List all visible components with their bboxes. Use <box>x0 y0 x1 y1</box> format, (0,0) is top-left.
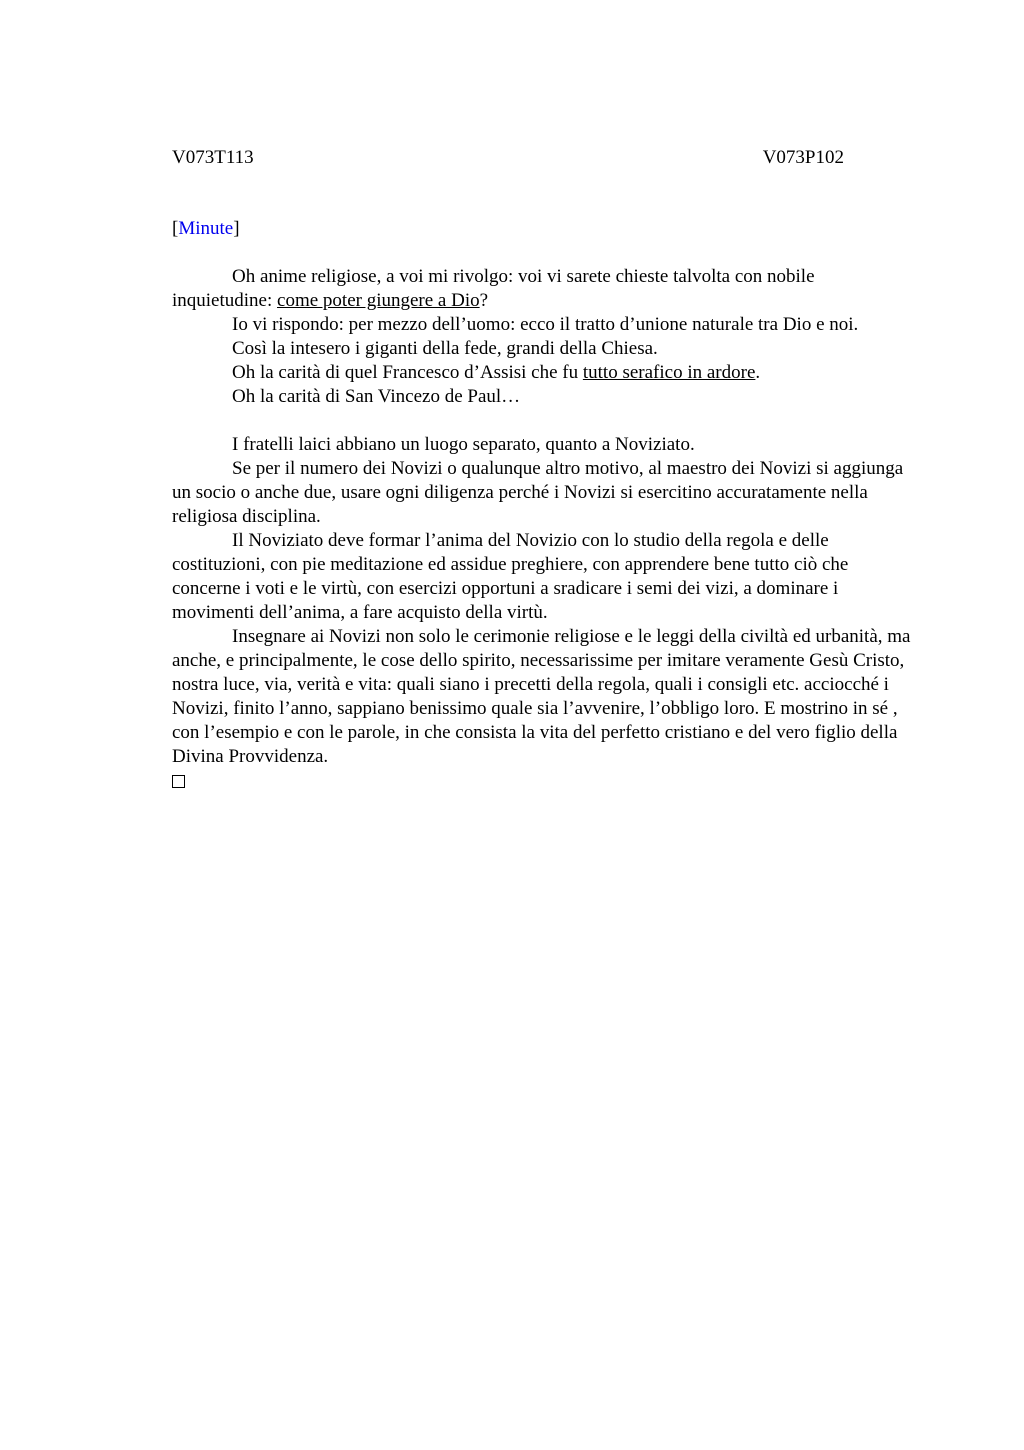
paragraph-9: Insegnare ai Novizi non solo le cerimonie religiose e le leggi della civiltà ed urbanità, ma anche, e principalmente, le cose dello spirito, necessarissime per imitare veramente Gesù Cristo, nostra luce, via, verità e vita: quali siano i precetti della regola, quali i consigli etc. acciocché i Novizi, finito l’anno, sappiano benissimo quale sia l’avvenire, l’obbligo loro. E mostrino in sé , con l’esempio e con le parole, in che consista la vita del perfetto cristiano e del vero figlio della Divina Provvidenza. <box>172 626 911 767</box>
paragraph-2: Io vi rispondo: per mezzo dell’uomo: ecco il tratto d’unione naturale tra Dio e noi. <box>232 314 859 335</box>
document-code-left: V073T113 <box>172 147 254 168</box>
underlined-phrase: come poter giungere a Dio <box>277 290 480 311</box>
document-body <box>172 265 917 795</box>
section-tag <box>172 217 240 241</box>
end-square-icon <box>172 775 185 788</box>
underlined-phrase: tutto serafico in ardore <box>582 362 756 383</box>
bracket-close: ] <box>233 218 240 239</box>
document-header <box>172 146 844 170</box>
paragraph-5: Oh la carità di San Vincezo de Paul… <box>232 386 521 407</box>
paragraph-1: Oh anime religiose, a voi mi rivolgo: voi vi sarete chieste talvolta con nobile inquietudine: come poter giungere a Dio? <box>172 266 815 311</box>
end-marker <box>172 769 917 795</box>
paragraph-4: Oh la carità di quel Francesco d’Assisi che fu tutto serafico in ardore. <box>232 362 761 383</box>
minute-link[interactable]: Minute <box>178 218 234 239</box>
paragraph-8: Il Noviziato deve formar l’anima del Novizio con lo studio della regola e delle costituzioni, con pie meditazione ed assidue preghiere, con apprendere bene tutto ciò che concerne i voti e le virtù, con esercizi opportuni a sradicare i semi dei vizi, a dominare i movimenti dell’anima, a fare acquisto della virtù. <box>172 530 849 623</box>
paragraph-3: Così la intesero i giganti della fede, grandi della Chiesa. <box>232 338 658 359</box>
document-code-right: V073P102 <box>762 147 844 168</box>
paragraph-6: I fratelli laici abbiano un luogo separato, quanto a Noviziato. <box>232 434 695 455</box>
bracket-open: [ <box>172 218 179 239</box>
paragraph-7: Se per il numero dei Novizi o qualunque altro motivo, al maestro dei Novizi si aggiunga un socio o anche due, usare ogni diligenza perché i Novizi si esercitino accuratamente nella religiosa disciplina. <box>172 458 904 527</box>
